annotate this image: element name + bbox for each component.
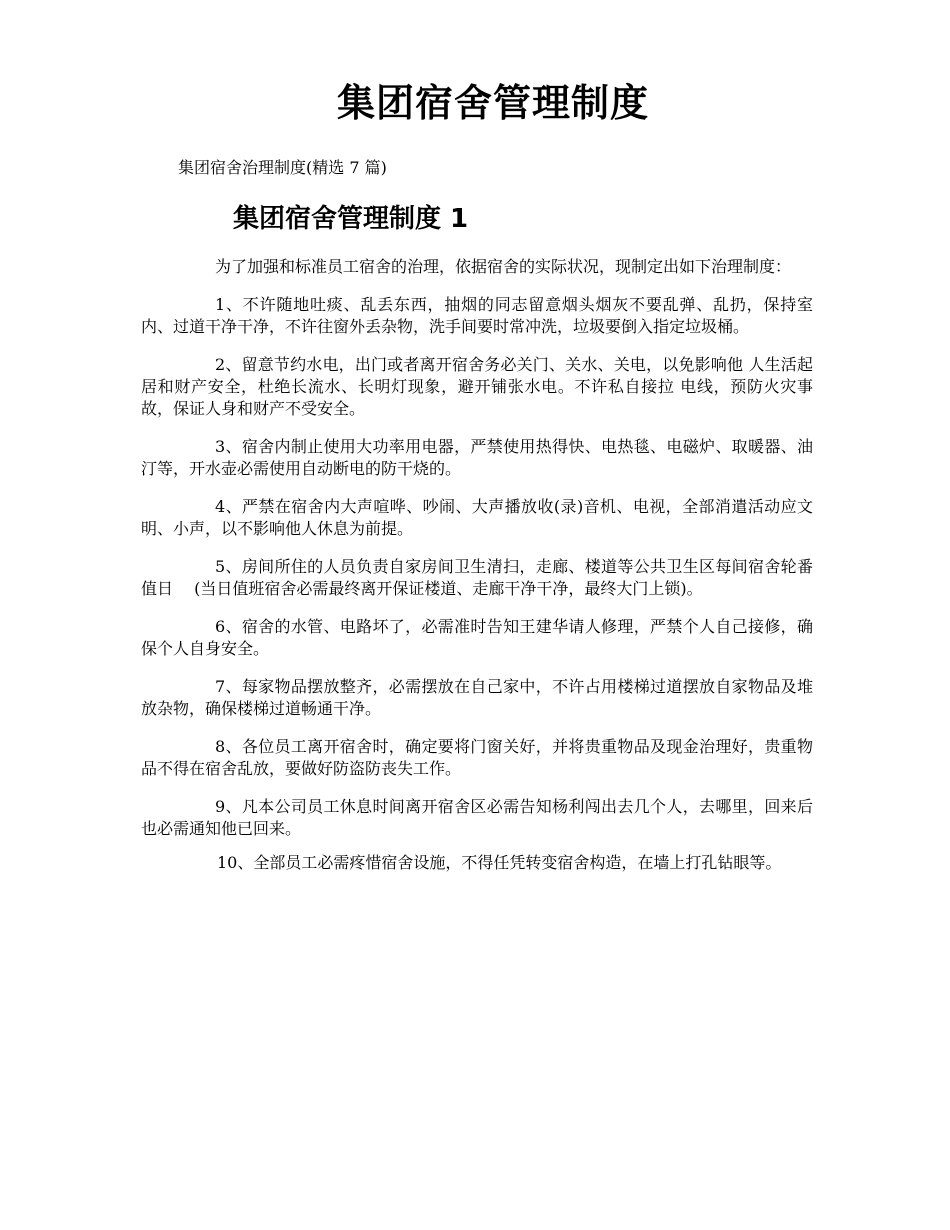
document-subtitle: 集团宿舍治理制度(精选 7 篇): [178, 158, 387, 177]
rule-paragraph-1: 1、不许随地吐痰、乱丢东西，抽烟的同志留意烟头烟灰不要乱弹、乱扔，保持室内、过道干净干净，不许往窗外丢杂物，洗手间要时常冲洗，垃圾要倒入指定垃圾桶。: [141, 295, 813, 336]
section-title: 集团宿舍管理制度 1: [233, 204, 469, 234]
document-body: [141, 256, 813, 890]
rule-paragraph-10: 10、全部员工必需疼惜宿舍设施，不得任凭转变宿舍构造，在墙上打孔钻眼等。: [217, 853, 782, 872]
rule-paragraph-8: 8、各位员工离开宿舍时，确定要将门窗关好，并将贵重物品及现金治理好，贵重物品不得在宿舍乱放，要做好防盗防丧失工作。: [141, 737, 813, 778]
rule-paragraph-9: 9、凡本公司员工休息时间离开宿舍区必需告知杨利闯出去几个人，去哪里，回来后也必需通知他已回来。: [141, 797, 813, 838]
rule-paragraph-6: 6、宿舍的水管、电路坏了，必需准时告知王建华请人修理，严禁个人自己接修，确保个人自身安全。: [141, 617, 813, 658]
rule-paragraph-2: 2、留意节约水电，出门或者离开宿舍务必关门、关水、关电，以免影响他 人生活起居和财产安全，杜绝长流水、长明灯现象，避开铺张水电。不许私自接拉 电线，预防火灾事故，保证人身和财产不受安全。: [141, 355, 813, 418]
rule-paragraph-3: 3、宿舍内制止使用大功率用电器，严禁使用热得快、电热毯、电磁炉、取暖器、油汀等，开水壶必需使用自动断电的防干烧的。: [141, 437, 813, 478]
rule-paragraph-5: 5、房间所住的人员负责自家房间卫生清扫，走廊、楼道等公共卫生区每间宿舍轮番值日 (当日值班宿舍必需最终离开保证楼道、走廊干净干净，最终大门上锁)。: [141, 557, 813, 598]
rule-paragraph-7: 7、每家物品摆放整齐，必需摆放在自己家中，不许占用楼梯过道摆放自家物品及堆放杂物，确保楼梯过道畅通干净。: [141, 677, 813, 718]
intro-paragraph: 为了加强和标准员工宿舍的治理，依据宿舍的实际状况，现制定出如下治理制度：: [215, 257, 792, 276]
document-title: 集团宿舍管理制度: [336, 81, 649, 125]
rule-paragraph-4: 4、严禁在宿舍内大声喧哗、吵闹、大声播放收(录)音机、电视，全部消遣活动应文明、小声，以不影响他人休息为前提。: [141, 497, 813, 538]
